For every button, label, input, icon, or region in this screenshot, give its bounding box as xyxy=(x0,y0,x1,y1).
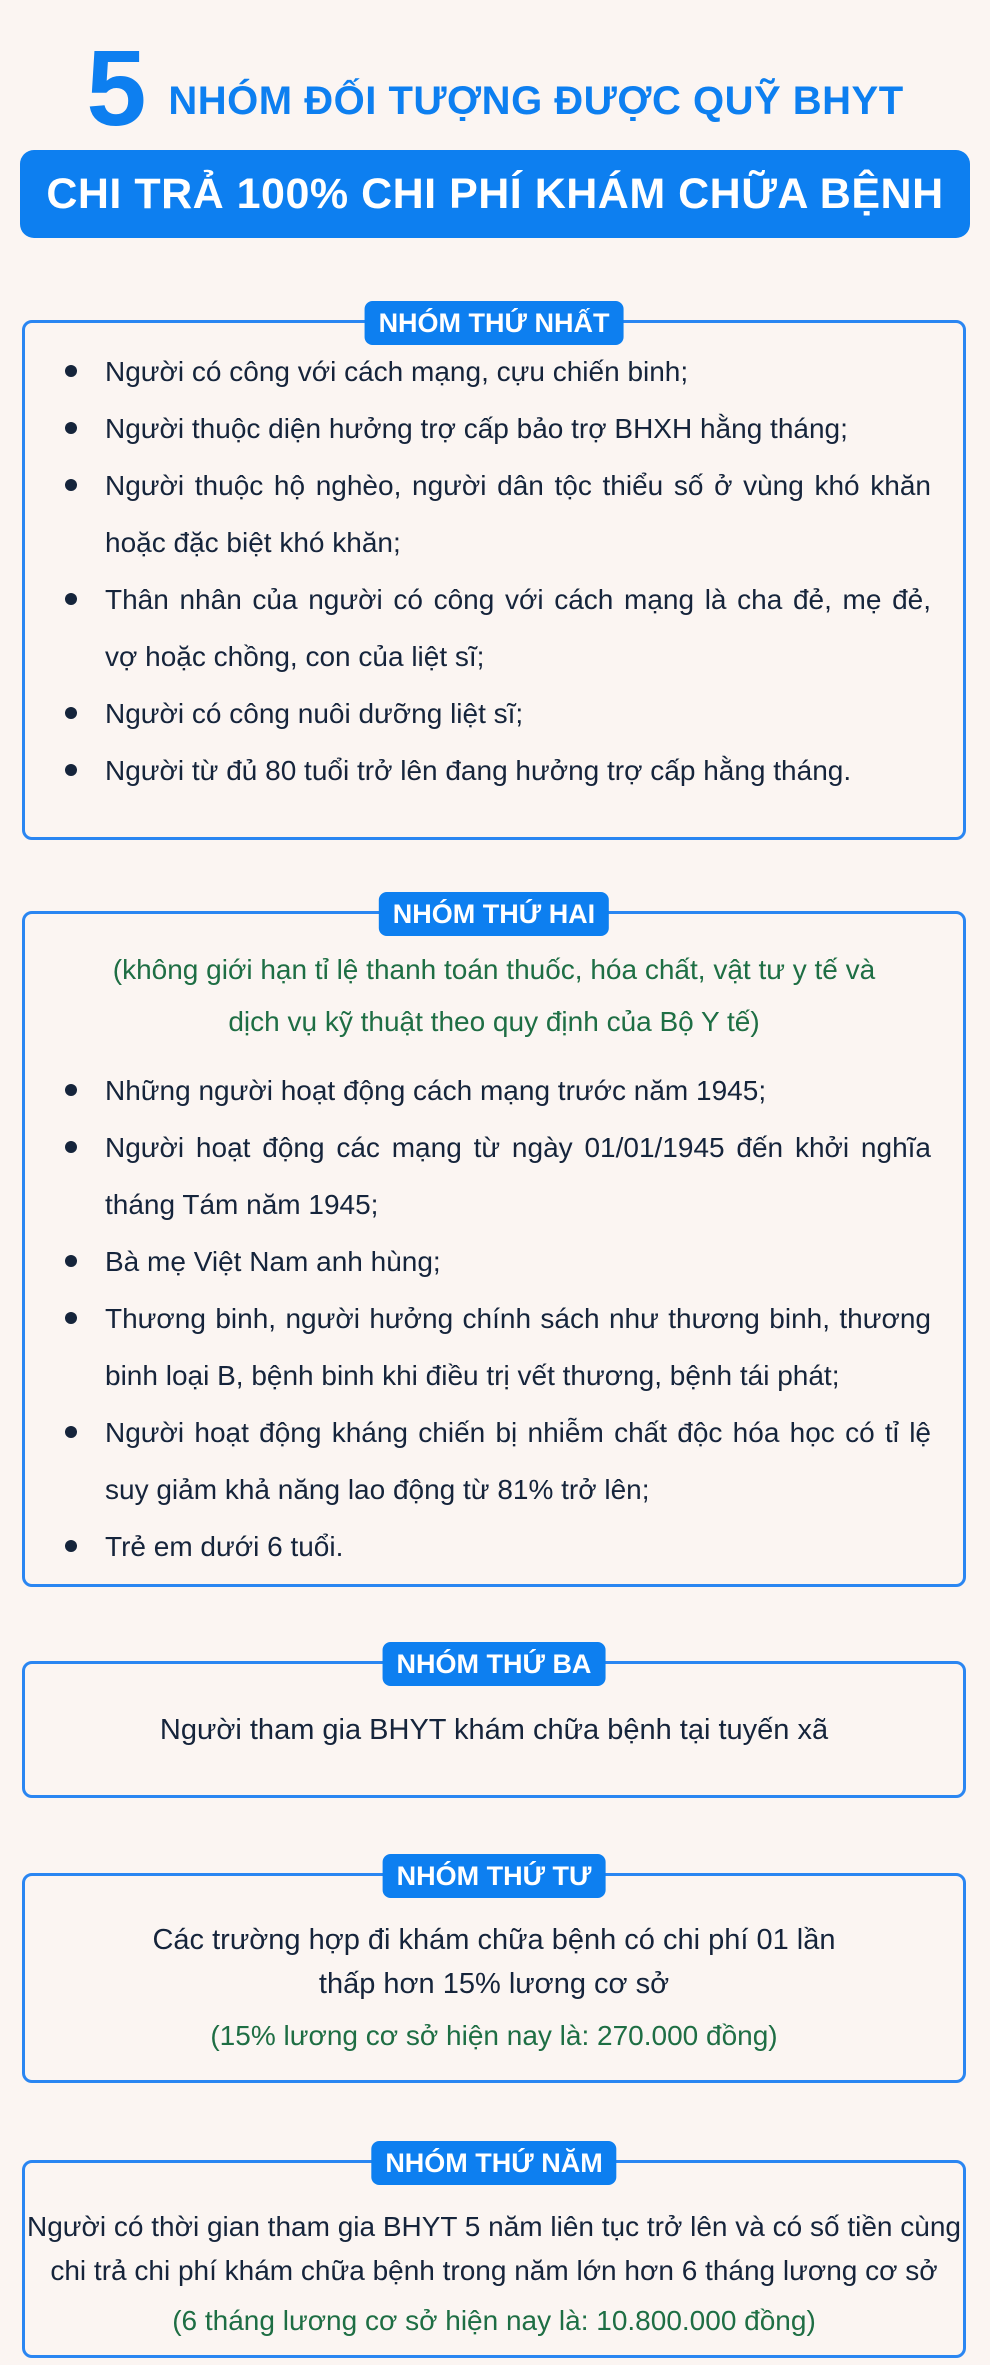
group-4-box xyxy=(22,1861,966,2083)
group-4-label: NHÓM THỨ TƯ xyxy=(383,1854,606,1898)
group-2-note xyxy=(25,944,963,1048)
group-4-note: (15% lương cơ sở hiện nay là: 270.000 đồng) xyxy=(210,2020,778,2051)
group-3-text: Người tham gia BHYT khám chữa bệnh tại tuyến xã xyxy=(159,1714,829,1746)
list-item: Người thuộc hộ nghèo, người dân tộc thiểu số ở vùng khó khăn hoặc đặc biệt khó khăn; xyxy=(59,457,931,571)
group-2-note-line-2: dịch vụ kỹ thuật theo quy định của Bộ Y tế) xyxy=(228,1006,760,1037)
group-2-box xyxy=(22,899,966,1587)
group-5-text xyxy=(25,2205,963,2293)
list-item: Thân nhân của người có công với cách mạng là cha đẻ, mẹ đẻ, vợ hoặc chồng, con của liệt sĩ; xyxy=(59,571,931,685)
group-3-box xyxy=(22,1649,966,1798)
group-5-box xyxy=(22,2148,966,2358)
group-3-label: NHÓM THỨ BA xyxy=(383,1642,606,1686)
list-item: Người có công với cách mạng, cựu chiến binh; xyxy=(59,343,931,400)
list-item: Người hoạt động các mạng từ ngày 01/01/1945 đến khởi nghĩa tháng Tám năm 1945; xyxy=(59,1119,931,1233)
group-2-note-line-1: (không giới hạn tỉ lệ thanh toán thuốc, hóa chất, vật tư y tế và xyxy=(112,954,876,985)
list-item: Những người hoạt động cách mạng trước năm 1945; xyxy=(59,1062,931,1119)
infographic-header xyxy=(0,28,990,238)
list-item: Người từ đủ 80 tuổi trở lên đang hưởng trợ cấp hằng tháng. xyxy=(59,742,931,799)
list-item: Người có công nuôi dưỡng liệt sĩ; xyxy=(59,685,931,742)
group-1-box xyxy=(22,308,966,840)
title-line-1: NHÓM ĐỐI TƯỢNG ĐƯỢC QUỸ BHYT xyxy=(168,79,904,123)
title-row xyxy=(86,27,904,148)
list-item: Người thuộc diện hưởng trợ cấp bảo trợ BHXH hằng tháng; xyxy=(59,400,931,457)
group-1-label: NHÓM THỨ NHẤT xyxy=(365,301,624,345)
group-2-label: NHÓM THỨ HAI xyxy=(379,892,609,936)
title-line-2: CHI TRẢ 100% CHI PHÍ KHÁM CHỮA BỆNH xyxy=(20,150,969,238)
group-4-text-line-1: Các trường hợp đi khám chữa bệnh có chi phí 01 lần xyxy=(152,1924,836,1956)
list-item: Bà mẹ Việt Nam anh hùng; xyxy=(59,1233,931,1290)
group-5-text-line-1: Người có thời gian tham gia BHYT 5 năm liên tục trở lên và có số tiền cùng xyxy=(27,2211,961,2242)
group-5-label: NHÓM THỨ NĂM xyxy=(371,2141,616,2185)
group-5-note: (6 tháng lương cơ sở hiện nay là: 10.800.000 đồng) xyxy=(172,2305,816,2336)
title-number: 5 xyxy=(86,27,147,148)
group-1-list xyxy=(25,343,963,799)
list-item: Người hoạt động kháng chiến bị nhiễm chất độc hóa học có tỉ lệ suy giảm khả năng lao động từ 81% trở lên; xyxy=(59,1404,931,1518)
group-4-text-line-2: thấp hơn 15% lương cơ sở xyxy=(318,1968,670,2000)
group-4-text xyxy=(25,1918,963,2006)
group-5-text-line-2: chi trả chi phí khám chữa bệnh trong năm lớn hơn 6 tháng lương cơ sở xyxy=(50,2255,938,2286)
list-item: Thương binh, người hưởng chính sách như thương binh, thương binh loại B, bệnh binh khi điều trị vết thương, bệnh tái phát; xyxy=(59,1290,931,1404)
group-2-list xyxy=(25,1062,963,1575)
list-item: Trẻ em dưới 6 tuổi. xyxy=(59,1518,931,1575)
